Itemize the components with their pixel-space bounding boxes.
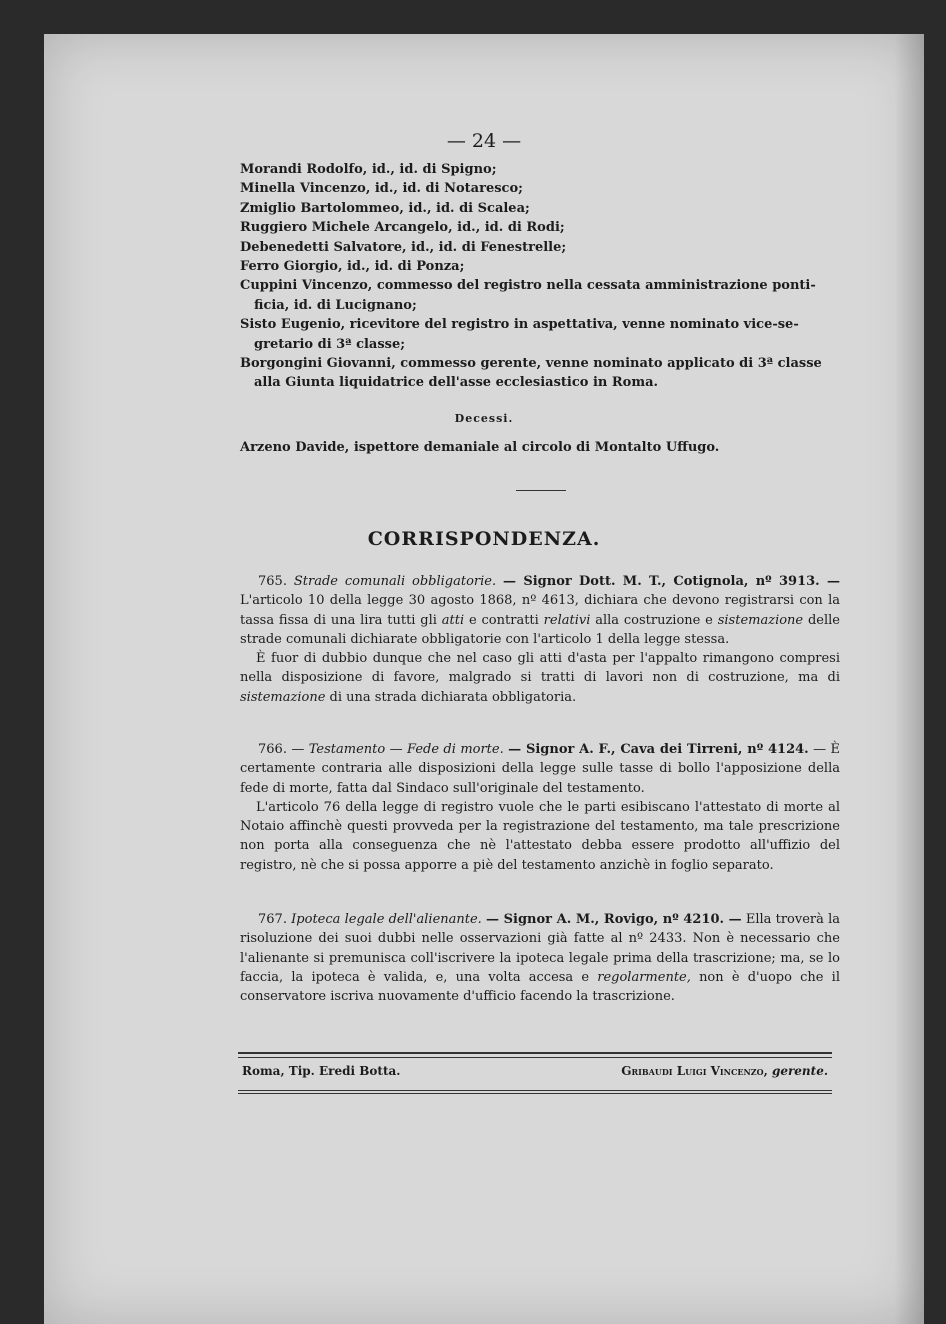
appointment-line: Minella Vincenzo, id., id. di Notaresco; (240, 181, 523, 197)
section-divider (516, 490, 566, 491)
entry-number: 766. — (258, 742, 305, 757)
entry-emphasis: sistemazione (240, 689, 326, 705)
entry-number: 765. (258, 574, 287, 589)
entry-text: e contratti (469, 612, 539, 628)
appointment-line: Zmiglio Bartolommeo, id., id. di Scalea; (240, 200, 530, 216)
entry-text: di una strada dichiarata obbligatoria. (329, 689, 577, 705)
entry-correspondent: — Signor A. F., Cava dei Tirreni, nº 4124. (508, 742, 809, 757)
correspondence-766 (240, 740, 840, 875)
entry-text: Ella troverà la risoluzione dei suoi dubbi nelle osservazioni già fatte al nº 2433. Non è necessario che l'alienante si premunisca coll'iscrivere la ipoteca legale prima della trascrizione; ma, se lo faccia, la ipoteca è valida, e, una volta accesa e (240, 912, 840, 985)
entry-correspondent: — Signor A. M., Rovigo, nº 4210. — (486, 912, 742, 927)
entry-correspondent: — Signor Dott. M. T., Cotignola, nº 3913. — (503, 574, 840, 589)
appointment-line: Ferro Giorgio, id., id. di Ponza; (240, 259, 465, 275)
appointment-line: Debenedetti Salvatore, id., id. di Fenestrelle; (240, 239, 567, 255)
footer-rule-bottom (238, 1090, 832, 1094)
document-page (44, 34, 924, 1324)
appointment-line: Ruggiero Michele Arcangelo, id., id. di Rodi; (240, 220, 565, 236)
correspondence-heading: CORRISPONDENZA. (367, 528, 601, 550)
entry-subject: Testamento — Fede di morte. (308, 742, 504, 757)
entry-subject: Strade comunali obbligatorie. (293, 574, 497, 589)
entry-emphasis: atti (441, 612, 465, 628)
entry-number: 767. (258, 912, 287, 927)
entry-emphasis: relativi (543, 612, 591, 628)
appointment-line: Cuppini Vincenzo, commesso del registro nella cessata amministrazione ponti- (240, 278, 816, 294)
footer-rule-top (238, 1052, 832, 1058)
correspondence-767 (240, 910, 840, 1006)
entry-text: È fuor di dubbio dunque che nel caso gli atti d'asta per l'appalto rimangono compresi nella disposizione di favore, malgrado si tratti di lavori non di costruzione, ma di (240, 651, 840, 686)
deaths-entry: Arzeno Davide, ispettore demaniale al circolo di Montalto Uffugo. (240, 440, 720, 455)
appointment-line: alla Giunta liquidatrice dell'asse ecclesiastico in Roma. (254, 375, 659, 391)
page-number: — 24 — (446, 130, 522, 152)
appointment-line: ficia, id. di Lucignano; (254, 297, 417, 313)
deaths-heading: Decessi. (454, 412, 514, 425)
entry-text: L'articolo 76 della legge di registro vuole che le parti esibiscano l'attestato di morte al Notaio affinchè questi provveda per la registrazione del testamento, ma tale prescrizione non porta alla conseguenza che nè l'attestato debba essere prodotto all'uffizio del registro, nè che si possa apporre a piè del testamento anzichè in foglio separato. (240, 799, 840, 873)
publisher-name: Gribaudi Luigi Vincenzo, (621, 1064, 768, 1078)
appointment-line: Borgongini Giovanni, commesso gerente, venne nominato applicato di 3ª classe (240, 356, 822, 372)
entry-text: non è d'uopo che il conservatore iscriva nuovamente d'ufficio facendo la trascrizione. (240, 969, 840, 1005)
entry-emphasis: regolarmente, (597, 969, 691, 985)
entry-subject: Ipoteca legale dell'alienante. (291, 912, 482, 927)
appointment-line: Morandi Rodolfo, id., id. di Spigno; (240, 162, 497, 177)
appointments-list (240, 160, 840, 393)
entry-text: delle strade comunali dichiarate obbligatorie con l'articolo 1 della legge stessa. (240, 612, 840, 647)
entry-text: L'articolo 10 della legge 30 agosto 1868, nº 4613, dichiara che devono registrarsi con la tassa fissa di una lira tutti gli (240, 593, 840, 628)
printer-imprint: Roma, Tip. Eredi Botta. (242, 1064, 401, 1078)
colophon (242, 1064, 828, 1078)
appointment-line: gretario di 3ª classe; (254, 336, 406, 352)
entry-text: — È certamente contraria alle disposizioni della legge sulle tasse di bollo l'apposizione della fede di morte, fatta dal Sindaco sull'originale del testamento. (240, 742, 841, 796)
publisher-credit (621, 1064, 828, 1078)
appointment-line: Sisto Eugenio, ricevitore del registro in aspettativa, venne nominato vice-se- (240, 317, 799, 333)
entry-text: alla costruzione e (595, 612, 713, 628)
publisher-role: gerente. (771, 1064, 828, 1078)
entry-emphasis: sistemazione (717, 612, 804, 628)
correspondence-765 (240, 572, 840, 707)
